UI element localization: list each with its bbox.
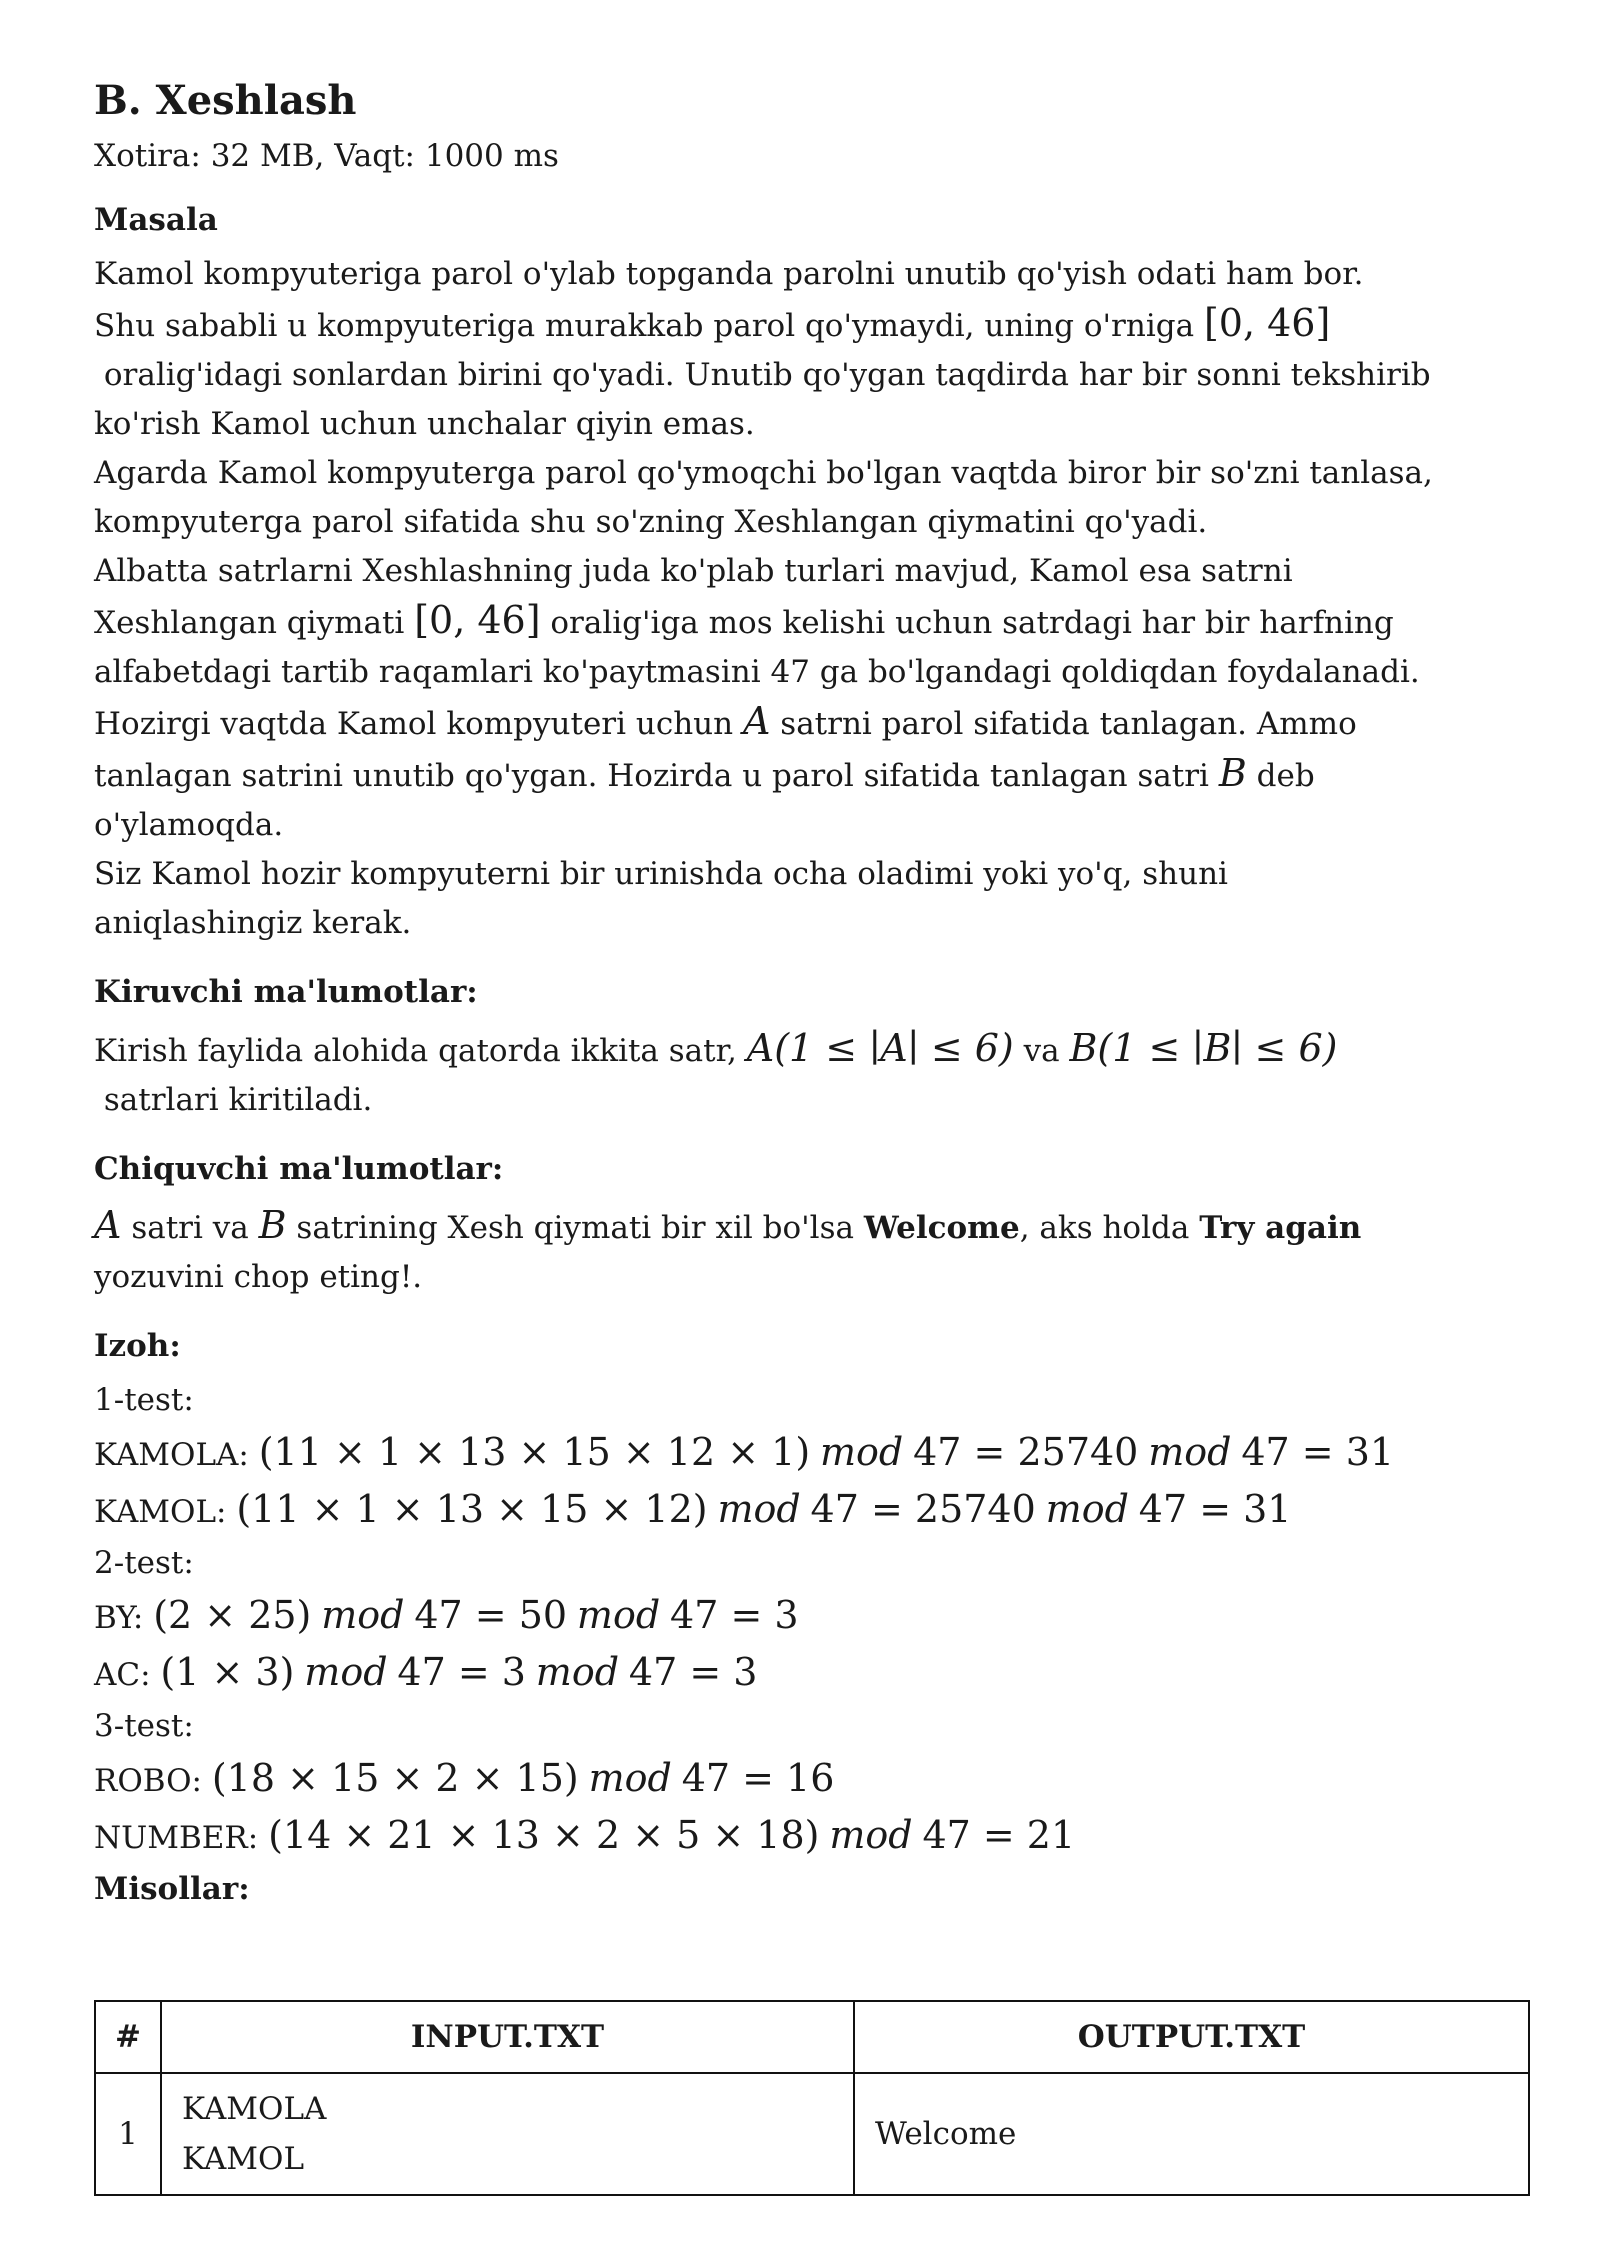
eq-word: ROBO:	[94, 1763, 202, 1799]
eq-word: AC:	[94, 1657, 151, 1693]
eq-post: 47 = 25740	[810, 1487, 1036, 1531]
eq-mod2: mod	[535, 1650, 620, 1694]
masala-line: aniqlashingiz kerak.	[94, 905, 412, 941]
problem-title: B. Xeshlash	[94, 77, 357, 124]
eq-post: 47 = 25740	[913, 1430, 1139, 1474]
eq-post: 47 = 50	[414, 1593, 568, 1637]
input-heading: Kiruvchi ma'lumotlar:	[94, 974, 478, 1010]
hash-equation	[94, 1645, 1534, 1702]
eq-mod: mod	[321, 1593, 405, 1637]
eq-pre: (2 × 25)	[153, 1593, 312, 1637]
test-label: 3-test:	[94, 1708, 194, 1744]
eq-post: 47 = 3	[397, 1650, 526, 1694]
col-output-header: OUTPUT.TXT	[854, 2001, 1529, 2073]
input-line: Kirish faylida alohida qatorda ikkita satr, A(1 ≤ ∣A∣ ≤ 6) va B(1 ≤ ∣B∣ ≤ 6)	[94, 1026, 1338, 1070]
eq-pre: (1 × 3)	[160, 1650, 295, 1694]
eq-mod2: mod	[1045, 1487, 1129, 1531]
masala-line: alfabetdagi tartib raqamlari ko'paytmasini 47 ga bo'lgandagi qoldiqdan foydalanadi.	[94, 654, 1420, 690]
izoh-lines	[94, 1376, 1534, 1865]
masala-line: o'ylamoqda.	[94, 807, 284, 843]
output-heading: Chiquvchi ma'lumotlar:	[94, 1151, 504, 1187]
masala-line: Hozirgi vaqtda Kamol kompyuteri uchun A satrni parol sifatida tanlagan. Ammo	[94, 699, 1357, 743]
hash-equation	[94, 1751, 1534, 1808]
test-label: 1-test:	[94, 1382, 194, 1418]
input-line-1: KAMOLA	[182, 2091, 327, 2127]
input-line-2: KAMOL	[182, 2141, 305, 2177]
masala-line: Shu sababli u kompyuteriga murakkab parol qo'ymaydi, uning o'rniga [0, 46]	[94, 301, 1331, 345]
input-line: satrlari kiritiladi.	[103, 1082, 373, 1118]
eq-post2: 47 = 3	[670, 1593, 799, 1637]
hash-equation	[94, 1588, 1534, 1645]
try-again-text: Try again	[1199, 1210, 1362, 1246]
eq-mod: mod	[588, 1756, 672, 1800]
eq-mod2: mod	[576, 1593, 661, 1637]
eq-mod: mod	[829, 1813, 913, 1857]
examples-table	[94, 2000, 1530, 2196]
eq-mod: mod	[304, 1650, 388, 1694]
masala-line: Albatta satrlarni Xeshlashning juda ko'plab turlari mavjud, Kamol esa satrni	[94, 553, 1293, 589]
masala-line: oralig'idagi sonlardan birini qo'yadi. Unutib qo'ygan taqdirda har bir sonni tekshirib	[103, 357, 1431, 393]
eq-post2: 47 = 3	[628, 1650, 758, 1694]
output-line: A satri va B satrining Xesh qiymati bir xil bo'lsa Welcome, aks holda Try again	[94, 1203, 1362, 1247]
var-b: B	[1218, 751, 1247, 795]
eq-word: BY:	[94, 1600, 144, 1636]
eq-pre: (14 × 21 × 13 × 2 × 5 × 18)	[268, 1813, 820, 1857]
col-number-header: #	[95, 2001, 161, 2073]
row-input	[161, 2073, 854, 2195]
masala-line: Kamol kompyuteriga parol o'ylab topganda parolni unutib qo'yish odati ham bor.	[94, 256, 1364, 292]
eq-post: 47 = 21	[922, 1813, 1076, 1857]
eq-mod: mod	[717, 1487, 801, 1531]
eq-post2: 47 = 31	[1138, 1487, 1292, 1531]
row-number: 1	[95, 2073, 161, 2195]
hash-equation	[94, 1808, 1534, 1865]
eq-post: 47 = 16	[681, 1756, 835, 1800]
output-line: yozuvini chop eting!.	[94, 1259, 423, 1295]
examples-heading: Misollar:	[94, 1871, 250, 1907]
test-label: 2-test:	[94, 1545, 194, 1581]
table-row	[95, 2073, 1529, 2195]
masala-line: kompyuterga parol sifatida shu so'zning Xeshlangan qiymatini qo'yadi.	[94, 504, 1208, 540]
row-output: Welcome	[854, 2073, 1529, 2195]
hash-equation	[94, 1482, 1534, 1539]
masala-line: ko'rish Kamol uchun unchalar qiyin emas.	[94, 406, 755, 442]
constraint-a: A(1 ≤ ∣A∣ ≤ 6)	[746, 1026, 1014, 1070]
eq-word: KAMOLA:	[94, 1437, 249, 1473]
problem-statement	[94, 70, 1534, 1913]
eq-post2: 47 = 31	[1241, 1430, 1395, 1474]
eq-pre: (11 × 1 × 13 × 15 × 12)	[236, 1487, 708, 1531]
var-a: A	[742, 699, 771, 743]
eq-mod2: mod	[1148, 1430, 1232, 1474]
masala-line: tanlagan satrini unutib qo'ygan. Hozirda u parol sifatida tanlagan satri B deb	[94, 751, 1315, 795]
eq-word: NUMBER:	[94, 1820, 259, 1856]
eq-pre: (11 × 1 × 13 × 15 × 12 × 1)	[258, 1430, 811, 1474]
eq-word: KAMOL:	[94, 1494, 227, 1530]
range-math: [0, 46]	[1203, 301, 1331, 345]
masala-line: Siz Kamol hozir kompyuterni bir urinishda ocha oladimi yoki yo'q, shuni	[94, 856, 1228, 892]
welcome-text: Welcome	[863, 1210, 1020, 1246]
masala-body	[94, 250, 1534, 948]
table-header-row	[95, 2001, 1529, 2073]
masala-heading: Masala	[94, 202, 218, 238]
range-math: [0, 46]	[414, 598, 541, 642]
masala-line: Agarda Kamol kompyuterga parol qo'ymoqchi bo'lgan vaqtda biror bir so'zni tanlasa,	[94, 455, 1433, 491]
eq-mod: mod	[820, 1430, 904, 1474]
izoh-heading: Izoh:	[94, 1328, 181, 1364]
constraint-b: B(1 ≤ ∣B∣ ≤ 6)	[1069, 1026, 1338, 1070]
problem-limits: Xotira: 32 MB, Vaqt: 1000 ms	[94, 138, 559, 174]
col-input-header: INPUT.TXT	[161, 2001, 854, 2073]
hash-equation	[94, 1425, 1534, 1482]
eq-pre: (18 × 15 × 2 × 15)	[211, 1756, 579, 1800]
masala-line: Xeshlangan qiymati [0, 46] oralig'iga mos kelishi uchun satrdagi har bir harfning	[94, 598, 1394, 642]
